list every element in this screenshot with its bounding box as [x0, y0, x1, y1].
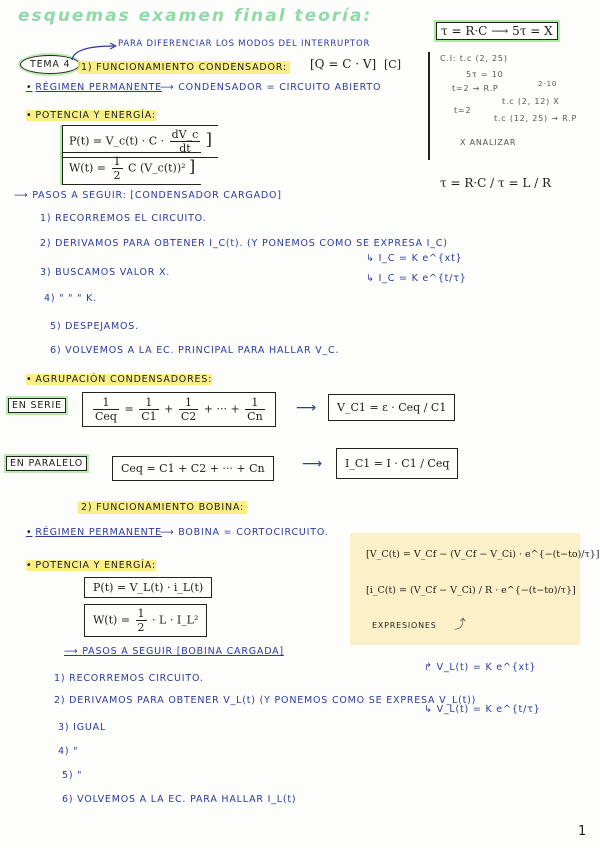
regimen-text: [160, 82, 381, 93]
numerator: dV_c: [171, 128, 199, 141]
regimen-value: CONDENSADOR = CIRCUITO ABIERTO: [178, 82, 382, 93]
pasos-label: PASOS A SEGUIR [BOBINA CARGADA]: [82, 646, 284, 657]
fraction: [245, 396, 265, 423]
numerator: 1: [139, 396, 158, 410]
energy-equation: W(t) = $\frac{1}{2}$ C (V_c(t))² ]: [62, 152, 201, 185]
paso-item: 4) ": [58, 746, 79, 757]
numerator: 1: [245, 396, 265, 410]
pasos-heading: [64, 646, 284, 657]
vl-note: ↳ V_L(t) = K e^{t/τ}: [424, 704, 541, 715]
paso-item: 1) RECORREMOS CIRCUITO.: [54, 673, 204, 684]
arrow-icon: ⟶: [302, 456, 323, 472]
side-note-line: 2-10: [538, 80, 558, 88]
denominator: C1: [141, 410, 157, 423]
pasos-label: PASOS A SEGUIR: [CONDENSADOR CARGADO]: [32, 190, 282, 201]
arrow-up-icon: ⤴: [454, 617, 467, 631]
paso-item: 3) IGUAL: [58, 722, 107, 733]
side-note: [428, 52, 585, 160]
energy-equation: [84, 604, 207, 637]
vl-note: ↱ V_L(t) = K e^{xt}: [424, 662, 537, 673]
side-note-line: t.c (2, 12) X: [502, 97, 560, 106]
potencia-label: • POTENCIA Y ENERGÍA:: [26, 110, 156, 121]
energy-lhs: W(t) =: [93, 613, 131, 627]
paralelo-equation: Ceq = C1 + C2 + ··· + Cn: [112, 456, 274, 481]
arrow-icon: ⟶: [14, 190, 33, 201]
bobina-heading: 2) FUNCIONAMIENTO BOBINA:: [78, 501, 247, 514]
unit-c: [C]: [384, 58, 401, 71]
side-note-line: C.I: t.c (2, 25): [440, 54, 508, 63]
potencia-label: • POTENCIA Y ENERGÍA:: [26, 560, 156, 571]
serie-label: EN SERIE: [8, 398, 66, 413]
power-fraction: [170, 128, 201, 155]
regimen-value: BOBINA = CORTOCIRCUITO.: [178, 527, 329, 538]
numerator: 1: [113, 155, 121, 168]
energy-fraction: [136, 607, 147, 634]
sticky-note: [350, 533, 600, 645]
paralelo-result: I_C1 = I · C1 / Ceq: [336, 448, 458, 479]
fraction: [179, 396, 198, 423]
side-note-line: t.c (12, 25) → R.P: [494, 114, 578, 123]
energy-fraction: [112, 155, 123, 182]
side-note-line: t=2: [454, 106, 472, 115]
tau-formula-box: τ = R·C ⟶ 5τ = X: [436, 22, 558, 40]
energy-rhs: C (V_c(t))²: [128, 161, 186, 175]
numerator: 1: [137, 607, 145, 620]
paso-item: 1) RECORREMOS EL CIRCUITO.: [40, 213, 207, 224]
denominator: 2: [113, 169, 121, 182]
paso-item: 5) DESPEJAMOS.: [50, 321, 139, 332]
ellipsis: + ··· +: [203, 402, 240, 416]
tau-note: τ = R·C / τ = L / R: [440, 176, 552, 190]
page-title: esquemas examen final teoría:: [18, 6, 373, 26]
denominator: Ceq: [95, 410, 117, 423]
paso-item: 6) VOLVEMOS A LA EC. PARA HALLAR I_L(t): [62, 794, 297, 805]
page-number: 1: [578, 824, 587, 839]
fraction: [139, 396, 158, 423]
paso-item: 6) VOLVEMOS A LA EC. PRINCIPAL PARA HALLAR V_C.: [50, 345, 340, 356]
power-lhs: P(t) = V_c(t) · C ·: [69, 134, 165, 148]
serie-equation: $\frac{1}{\text{Ceq}}$ = $\frac{1}{C1}$ + $\frac{1}{C2}$ + ··· + $\frac{1}{Cn}$: [82, 392, 276, 427]
paso-item: 2) DERIVAMOS PARA OBTENER V_L(t) (Y PONEMOS COMO SE EXPRESA V_L(t)): [54, 695, 477, 706]
tema-arrow-icon: [70, 40, 122, 62]
q-cv-formula: [Q = C · V]: [310, 57, 377, 71]
condensador-heading: 1) FUNCIONAMIENTO CONDENSADOR:: [78, 61, 290, 74]
sticky-eq: [i_C(t) = (V_Cf − V_Ci) / R · e^{−(t−to)/τ}]: [366, 585, 576, 596]
arrow-icon: ⟶: [64, 646, 83, 657]
regimen-label: • RÉGIMEN PERMANENTE: [26, 82, 162, 93]
denominator: Cn: [247, 410, 263, 423]
energy-lhs: W(t) =: [69, 161, 107, 175]
paso-item: 2) DERIVAMOS PARA OBTENER I_C(t). (Y PONEMOS COMO SE EXPRESA I_C): [40, 238, 448, 249]
sticky-label: EXPRESIONES: [372, 621, 437, 630]
ic-note: ↳ I_C = K e^{xt}: [366, 253, 463, 264]
denominator: dt: [179, 142, 191, 155]
paso-item: 3) BUSCAMOS VALOR X.: [40, 267, 171, 278]
side-note-line: 5τ = 10: [466, 70, 504, 79]
paso-item: 4) " " " K.: [44, 293, 97, 304]
arrow-icon: ⟶: [160, 527, 179, 538]
denominator: 2: [137, 621, 145, 634]
denominator: C2: [180, 410, 197, 423]
agrupacion-label: • AGRUPACIÓN CONDENSADORES:: [26, 374, 212, 385]
pasos-heading: [14, 190, 282, 201]
power-equation: P(t) = V_L(t) · i_L(t): [84, 577, 212, 598]
numerator: 1: [93, 396, 119, 410]
tema-arrow-note: PARA DIFERENCIAR LOS MODOS DEL INTERRUPTOR: [118, 39, 371, 49]
arrow-icon: ⟶: [296, 400, 317, 416]
arrow-icon: ⟶: [160, 82, 179, 93]
power-equation: P(t) = V_c(t) · C · $\frac{dV\_c}{dt}$ ]: [62, 125, 218, 158]
paso-item: 5) ": [62, 770, 83, 781]
regimen-label: • RÉGIMEN PERMANENTE: [26, 527, 162, 538]
regimen-text: [160, 527, 329, 538]
ic-note: ↳ I_C = K e^{t/τ}: [366, 273, 467, 284]
paralelo-label: EN PARALELO: [6, 456, 87, 471]
sticky-eq: [V_C(t) = V_Cf − (V_Cf − V_Ci) · e^{−(t−to)/τ}]: [366, 549, 600, 560]
side-note-line: t=2 → R.P: [452, 84, 499, 93]
fraction: [93, 396, 119, 423]
side-note-line: X ANALIZAR: [460, 138, 517, 147]
tema-badge: TEMA 4: [20, 55, 80, 74]
numerator: 1: [179, 396, 198, 410]
energy-rhs: · L · I_L²: [152, 613, 199, 627]
serie-result: V_C1 = ε · Ceq / C1: [328, 394, 455, 421]
